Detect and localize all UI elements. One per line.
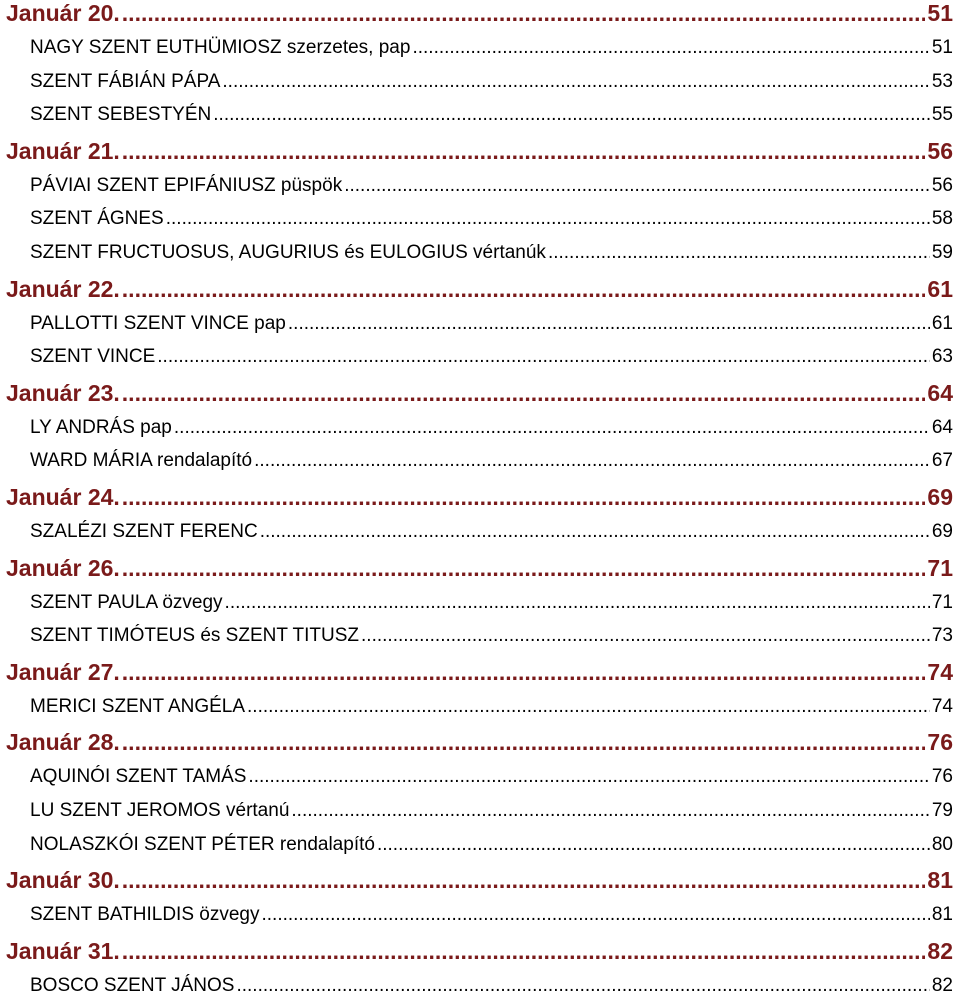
entry-page-number: 74 (931, 695, 953, 717)
entry-page-number: 73 (931, 625, 953, 647)
entry-title: LY ANDRÁS pap (30, 416, 172, 438)
entry-page-number: 61 (931, 312, 953, 334)
section-page-number: 82 (927, 937, 953, 964)
toc-entry[interactable] (30, 346, 953, 374)
dot-leader (248, 766, 929, 788)
toc-entry[interactable] (30, 904, 953, 932)
toc-section-heading[interactable] (6, 380, 953, 410)
dot-leader (377, 834, 930, 856)
entry-page-number: 76 (931, 766, 953, 788)
entry-title: LU SZENT JEROMOS vértanú (30, 800, 290, 821)
entry-title: SZENT SEBESTYÉN (30, 104, 212, 126)
entry-page-number: 55 (931, 104, 953, 126)
entry-title: SZENT TIMÓTEUS és SZENT TITUSZ (30, 625, 360, 647)
dot-leader (361, 625, 930, 647)
dot-leader (344, 175, 930, 197)
toc-entry[interactable] (30, 975, 953, 1003)
dot-leader (122, 659, 926, 686)
toc-entry[interactable] (30, 450, 953, 478)
entry-page-number: 53 (931, 70, 953, 92)
dot-leader (122, 729, 926, 756)
dot-leader (225, 592, 930, 614)
section-page-number: 71 (927, 554, 953, 581)
entry-page-number: 51 (931, 37, 953, 58)
entry-page-number: 59 (931, 242, 953, 263)
toc-entry[interactable] (30, 521, 953, 549)
toc-entry[interactable] (30, 834, 953, 862)
toc-entry[interactable] (30, 696, 953, 724)
section-page-number: 61 (927, 275, 953, 302)
dot-leader (122, 138, 926, 165)
entry-page-number: 63 (931, 346, 953, 368)
section-title: Január 21. (6, 137, 120, 164)
section-page-number: 81 (927, 867, 953, 894)
toc-section-heading[interactable] (6, 938, 953, 968)
dot-leader (260, 521, 930, 543)
toc-entry[interactable] (30, 175, 953, 203)
entry-title: NOLASZKÓI SZENT PÉTER rendalapító (30, 833, 375, 855)
toc-entry[interactable] (30, 800, 953, 828)
entry-title: SZENT BATHILDIS özvegy (30, 904, 260, 926)
dot-leader (261, 904, 929, 926)
entry-title: SZENT FRUCTUOSUS, AUGURIUS és EULOGIUS vértanúk (30, 242, 546, 263)
toc-section-heading[interactable] (6, 138, 953, 168)
toc-entry[interactable] (30, 242, 953, 270)
entry-page-number: 58 (931, 208, 953, 230)
section-title: Január 30. (6, 867, 120, 894)
dot-leader (291, 800, 929, 822)
toc-section-heading[interactable] (6, 276, 953, 306)
toc-entry[interactable] (30, 766, 953, 794)
entry-page-number: 81 (931, 904, 953, 926)
toc-section-heading[interactable] (6, 555, 953, 585)
section-page-number: 56 (927, 137, 953, 164)
section-title: Január 31. (6, 937, 120, 964)
entry-page-number: 82 (931, 974, 953, 996)
dot-leader (288, 313, 930, 335)
entry-page-number: 56 (931, 174, 953, 196)
toc-section-heading[interactable] (6, 729, 953, 759)
entry-title: PÁVIAI SZENT EPIFÁNIUSZ püspök (30, 174, 343, 196)
entry-title: PALLOTTI SZENT VINCE pap (30, 312, 286, 334)
dot-leader (174, 417, 930, 439)
toc-section-heading[interactable] (6, 867, 953, 897)
entry-page-number: 64 (931, 416, 953, 438)
entry-title: SZENT VINCE (30, 346, 156, 368)
section-title: Január 20. (6, 0, 120, 26)
section-title: Január 27. (6, 658, 120, 685)
toc-entry[interactable] (30, 71, 953, 99)
entry-page-number: 79 (931, 800, 953, 821)
toc-section-heading[interactable] (6, 484, 953, 514)
entry-page-number: 69 (931, 521, 953, 542)
section-title: Január 23. (6, 379, 120, 406)
dot-leader (122, 0, 926, 27)
entry-page-number: 80 (931, 833, 953, 855)
toc-entry[interactable] (30, 592, 953, 620)
dot-leader (157, 346, 930, 368)
dot-leader (412, 37, 929, 59)
toc-entry[interactable] (30, 37, 953, 65)
section-page-number: 69 (927, 484, 953, 510)
dot-leader (254, 450, 930, 472)
entry-title: AQUINÓI SZENT TAMÁS (30, 766, 247, 788)
section-page-number: 74 (927, 658, 953, 685)
toc-entry[interactable] (30, 104, 953, 132)
dot-leader (122, 555, 926, 582)
entry-page-number: 67 (931, 450, 953, 472)
dot-leader (247, 696, 930, 718)
entry-title: NAGY SZENT EUTHÜMIOSZ szerzetes, pap (30, 37, 411, 58)
dot-leader (122, 276, 926, 303)
entry-title: SZALÉZI SZENT FERENC (30, 521, 258, 542)
entry-title: SZENT ÁGNES (30, 208, 164, 230)
entry-title: SZENT PAULA özvegy (30, 591, 223, 613)
dot-leader (122, 938, 926, 965)
section-title: Január 26. (6, 554, 120, 581)
entry-title: BOSCO SZENT JÁNOS (30, 974, 235, 996)
section-page-number: 51 (927, 0, 953, 26)
toc-entry[interactable] (30, 625, 953, 653)
dot-leader (122, 484, 926, 511)
entry-title: MERICI SZENT ANGÉLA (30, 695, 246, 717)
dot-leader (222, 71, 929, 93)
toc-section-heading[interactable] (6, 659, 953, 689)
toc-entry[interactable] (30, 313, 953, 341)
section-title: Január 22. (6, 275, 120, 302)
entry-title: SZENT FÁBIÁN PÁPA (30, 70, 221, 92)
section-title: Január 28. (6, 729, 120, 756)
toc-entry[interactable] (30, 208, 953, 236)
dot-leader (122, 867, 926, 894)
toc-section-heading[interactable] (6, 0, 953, 30)
dot-leader (166, 208, 930, 230)
section-page-number: 64 (927, 379, 953, 406)
toc-entry[interactable] (30, 417, 953, 445)
entry-title: WARD MÁRIA rendalapító (30, 450, 253, 472)
dot-leader (236, 975, 929, 997)
dot-leader (122, 380, 926, 407)
dot-leader (548, 242, 930, 264)
section-page-number: 76 (927, 729, 953, 756)
section-title: Január 24. (6, 484, 120, 510)
dot-leader (213, 104, 930, 126)
entry-page-number: 71 (931, 591, 953, 613)
